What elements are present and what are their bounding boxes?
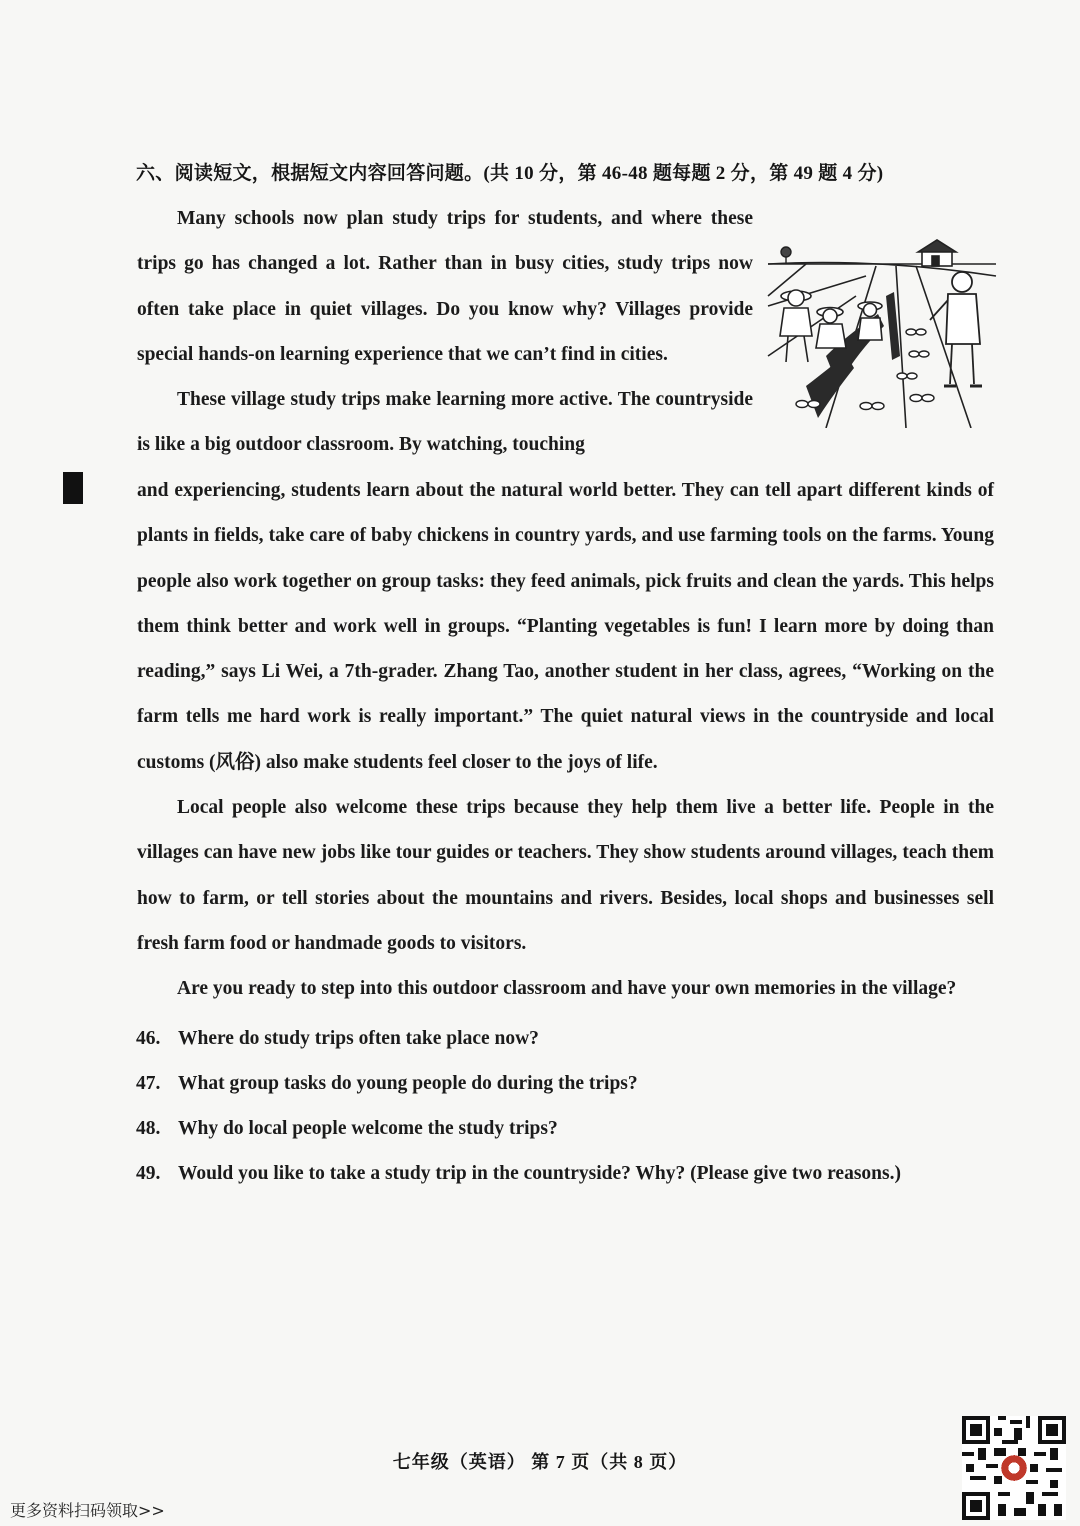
passage-paragraph-4-text: Are you ready to step into this outdoor classroom and have your own memories in the village?: [177, 978, 957, 999]
qr-code-icon[interactable]: [962, 1416, 1066, 1520]
question-item: [136, 1020, 996, 1065]
passage-paragraph-2-start-text: These village study trips make learning more active. The countryside is like a big outdoor classroom. By watching, touching: [137, 389, 753, 456]
question-text: Where do study trips often take place now?: [178, 1028, 539, 1049]
passage-paragraph-4: [137, 966, 994, 1011]
question-number: 49.: [136, 1163, 161, 1184]
page-footer: 七年级（英语） 第 7 页（共 8 页）: [392, 1452, 688, 1472]
more-resources-link[interactable]: 更多资料扫码领取>>: [10, 1501, 165, 1520]
passage-paragraph-1: [137, 196, 753, 377]
question-text: What group tasks do young people do during the trips?: [178, 1073, 638, 1094]
farmhouse-icon: [918, 240, 956, 266]
question-item: [136, 1155, 996, 1200]
question-text: Would you like to take a study trip in the countryside? Why? (Please give two reasons.): [178, 1163, 901, 1184]
question-list: [136, 1020, 996, 1200]
binding-mark: [63, 472, 83, 504]
section-heading: 六、阅读短文，根据短文内容回答问题。(共 10 分，第 46-48 题每题 2 分，第 49 题 4 分): [136, 163, 884, 184]
passage-paragraph-1-text: Many schools now plan study trips for students, and where these trips go has changed a lot. Rather than in busy cities, study trips now often take place in quiet villages. Do you know why? Villages provide special hands-on learning experience that we can’t find in cities.: [137, 208, 753, 365]
farm-study-trip-illustration: [766, 236, 998, 428]
question-item: [136, 1110, 996, 1155]
passage-paragraph-2-continued: and experiencing, students learn about the natural world better. They can tell apart different kinds of plants in fields, take care of baby chickens in country yards, and use farming tools on the farms. Young people also work together on group tasks: they feed animals, pick fruits and clean the yards. This helps them think better and work well in groups. “Planting vegetables is fun! I learn more by doing than reading,” says Li Wei, a 7th-grader. Zhang Tao, another student in her class, agrees, “Working on the farm tells me hard work is really important.” The quiet natural views in the countryside and local customs (风俗) also make students feel closer to the joys of life.: [137, 480, 994, 773]
question-number: 47.: [136, 1073, 161, 1094]
passage-paragraph-2-start: [137, 377, 753, 468]
passage-paragraph-3: [137, 785, 994, 966]
question-number: 46.: [136, 1028, 161, 1049]
passage-paragraph-3-text: Local people also welcome these trips because they help them live a better life. People in the villages can have new jobs like tour guides or teachers. They show students around villages, teach them how to farm, or tell stories about the mountains and rivers. Besides, local shops and businesses sell fresh farm food or handmade goods to visitors.: [137, 797, 994, 954]
question-item: [136, 1065, 996, 1110]
question-number: 48.: [136, 1118, 161, 1139]
question-text: Why do local people welcome the study trips?: [178, 1118, 558, 1139]
